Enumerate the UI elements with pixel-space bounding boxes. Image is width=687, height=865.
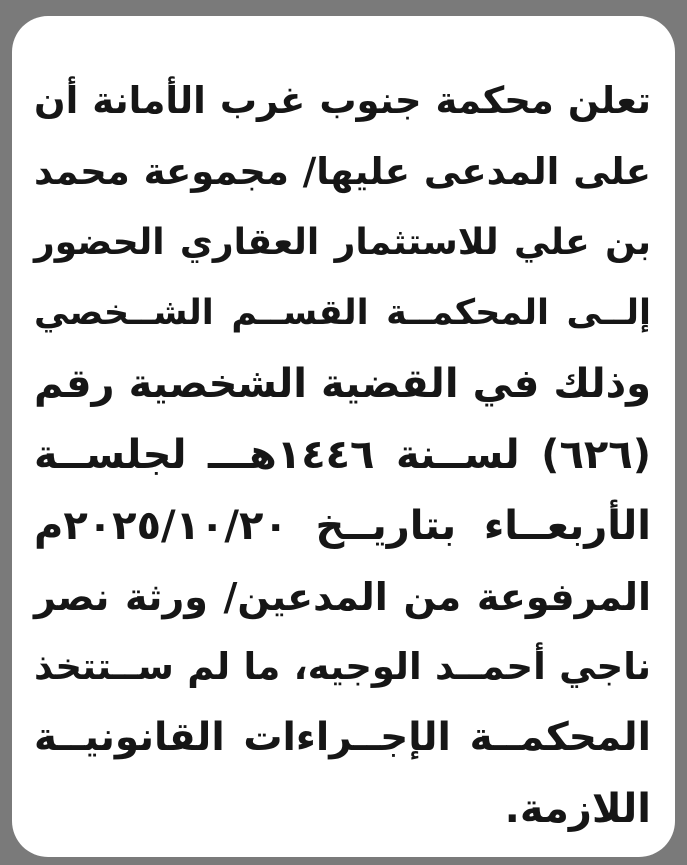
announcement-line-4: إلــى المحكمــة القســم الشــخصي xyxy=(34,293,651,334)
announcement-line-6: (٦٢٦) لســنة ١٤٤٦هـــ لجلســة xyxy=(34,431,651,478)
announcement-line-7: الأربعــاء بتاريــخ ٢٠٢٥/١٠/٢٠م xyxy=(34,502,651,549)
announcement-line-8: المرفوعة من المدعين/ ورثة نصر xyxy=(34,574,651,619)
announcement-line-9: ناجي أحمــد الوجيه، ما لم ســتتخذ xyxy=(34,645,651,689)
announcement-line-1: تعلن محكمة جنوب غرب الأمانة أن xyxy=(34,79,651,122)
announcement-line-11: اللازمة. xyxy=(504,785,651,832)
announcement-line-10: المحكمــة الإجــراءات القانونيــة xyxy=(34,715,651,761)
announcement-line-5: وذلك في القضية الشخصية رقم xyxy=(34,361,651,408)
notice-card xyxy=(12,16,675,857)
announcement-line-3: بن علي للاستثمار العقاري الحضور xyxy=(34,221,651,263)
announcement-line-2: على المدعى عليها/ مجموعة محمد xyxy=(34,149,651,193)
court-announcement xyxy=(34,66,651,845)
